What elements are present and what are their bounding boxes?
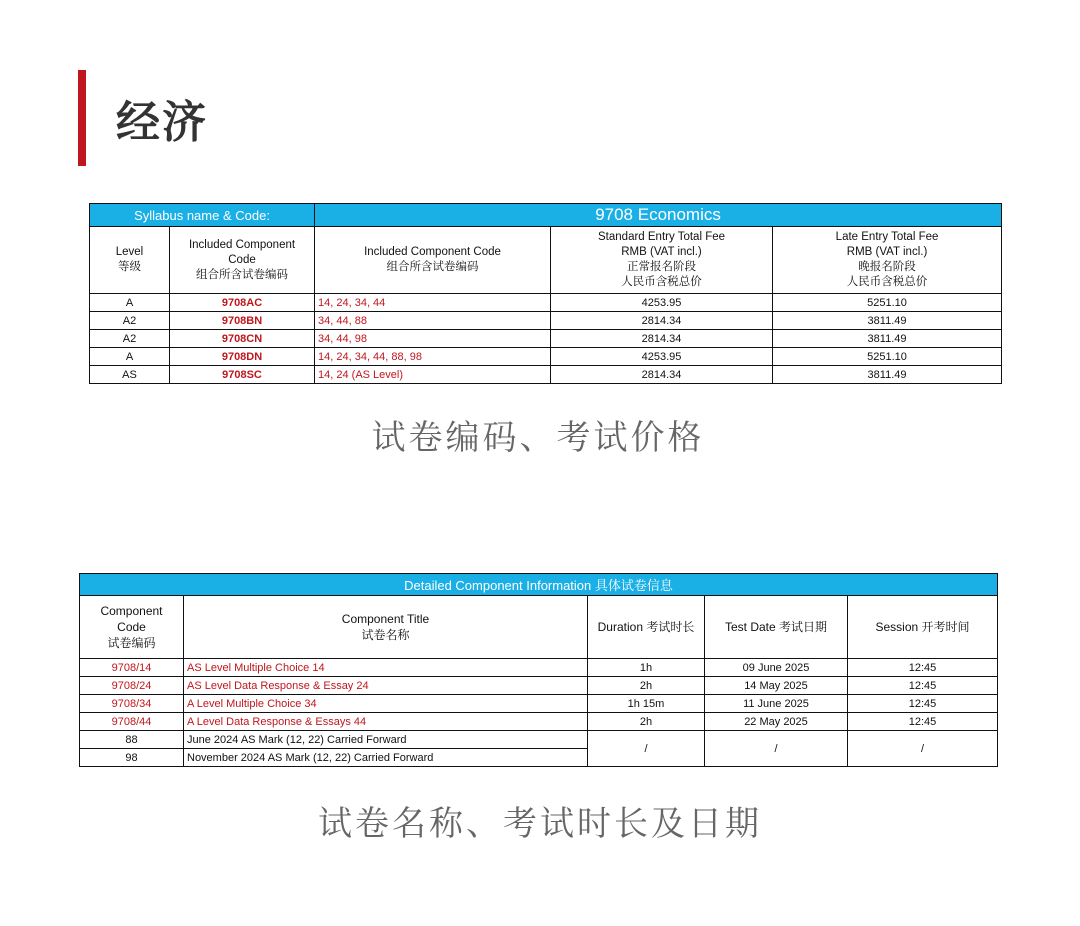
row-standard-fee: 4253.95 [551, 294, 773, 312]
fees-column-headers [90, 227, 1002, 294]
row-standard-fee: 2814.34 [551, 312, 773, 330]
col-standard-fee: Standard Entry Total Fee RMB (VAT incl.) 正常报名阶段 人民币含税总价 [551, 227, 773, 294]
row-level: AS [90, 366, 170, 384]
row-title: June 2024 AS Mark (12, 22) Carried Forward [184, 731, 588, 749]
col-level: Level 等级 [90, 227, 170, 294]
row-code: 9708/34 [80, 695, 184, 713]
details-table [79, 573, 998, 767]
row-date: 11 June 2025 [705, 695, 848, 713]
row-components: 34, 44, 88 [315, 312, 551, 330]
row-date: 22 May 2025 [705, 713, 848, 731]
col-session: Session 开考时间 [848, 596, 998, 659]
row-duration: 1h [588, 659, 705, 677]
row-code: 9708BN [170, 312, 315, 330]
row-components: 14, 24 (AS Level) [315, 366, 551, 384]
col-component-code: Component Code 试卷编码 [80, 596, 184, 659]
row-title: November 2024 AS Mark (12, 22) Carried Forward [184, 749, 588, 767]
row-late-fee: 5251.10 [773, 348, 1002, 366]
col-included-components: Included Component Code 组合所含试卷编码 [315, 227, 551, 294]
table-row [80, 731, 998, 749]
table-row [90, 312, 1002, 330]
caption-fees: 试卷编码、考试价格 [371, 418, 705, 458]
details-table-header [80, 574, 998, 596]
row-date: 14 May 2025 [705, 677, 848, 695]
table-row [90, 294, 1002, 312]
row-level: A [90, 348, 170, 366]
row-session: 12:45 [848, 695, 998, 713]
col-component-title: Component Title 试卷名称 [184, 596, 588, 659]
caption-details: 试卷名称、考试时长及日期 [318, 804, 762, 844]
row-duration: 2h [588, 677, 705, 695]
row-session: 12:45 [848, 659, 998, 677]
row-level: A2 [90, 330, 170, 348]
table-row [80, 659, 998, 677]
details-header-label: Detailed Component Information 具体试卷信息 [80, 574, 998, 596]
row-title: AS Level Multiple Choice 14 [184, 659, 588, 677]
row-session: / [848, 731, 998, 767]
table-row [80, 677, 998, 695]
details-column-headers [80, 596, 998, 659]
row-code: 9708SC [170, 366, 315, 384]
table-row [90, 330, 1002, 348]
row-duration: / [588, 731, 705, 767]
row-code: 9708/44 [80, 713, 184, 731]
col-test-date: Test Date 考试日期 [705, 596, 848, 659]
row-code: 9708DN [170, 348, 315, 366]
row-code: 9708/14 [80, 659, 184, 677]
fees-table [89, 203, 1002, 384]
row-duration: 1h 15m [588, 695, 705, 713]
row-date: 09 June 2025 [705, 659, 848, 677]
row-late-fee: 3811.49 [773, 366, 1002, 384]
title-accent-bar [78, 70, 86, 166]
row-code: 9708CN [170, 330, 315, 348]
row-late-fee: 3811.49 [773, 312, 1002, 330]
row-level: A [90, 294, 170, 312]
row-late-fee: 3811.49 [773, 330, 1002, 348]
row-standard-fee: 2814.34 [551, 366, 773, 384]
row-session: 12:45 [848, 713, 998, 731]
section-title: 经济 [116, 97, 208, 148]
row-components: 34, 44, 98 [315, 330, 551, 348]
fees-table-header [90, 204, 1002, 227]
row-code: 88 [80, 731, 184, 749]
row-components: 14, 24, 34, 44, 88, 98 [315, 348, 551, 366]
table-row [90, 348, 1002, 366]
row-late-fee: 5251.10 [773, 294, 1002, 312]
row-code: 9708/24 [80, 677, 184, 695]
syllabus-label: Syllabus name & Code: [90, 204, 315, 227]
syllabus-name: 9708 Economics [315, 204, 1002, 227]
row-title: A Level Data Response & Essays 44 [184, 713, 588, 731]
row-session: 12:45 [848, 677, 998, 695]
table-row [90, 366, 1002, 384]
col-duration: Duration 考试时长 [588, 596, 705, 659]
row-standard-fee: 4253.95 [551, 348, 773, 366]
row-code: 98 [80, 749, 184, 767]
col-late-fee: Late Entry Total Fee RMB (VAT incl.) 晚报名阶段 人民币含税总价 [773, 227, 1002, 294]
row-code: 9708AC [170, 294, 315, 312]
row-components: 14, 24, 34, 44 [315, 294, 551, 312]
row-title: AS Level Data Response & Essay 24 [184, 677, 588, 695]
col-included-code: Included Component Code 组合所含试卷编码 [170, 227, 315, 294]
row-duration: 2h [588, 713, 705, 731]
row-standard-fee: 2814.34 [551, 330, 773, 348]
row-date: / [705, 731, 848, 767]
row-title: A Level Multiple Choice 34 [184, 695, 588, 713]
table-row [80, 713, 998, 731]
table-row [80, 695, 998, 713]
row-level: A2 [90, 312, 170, 330]
